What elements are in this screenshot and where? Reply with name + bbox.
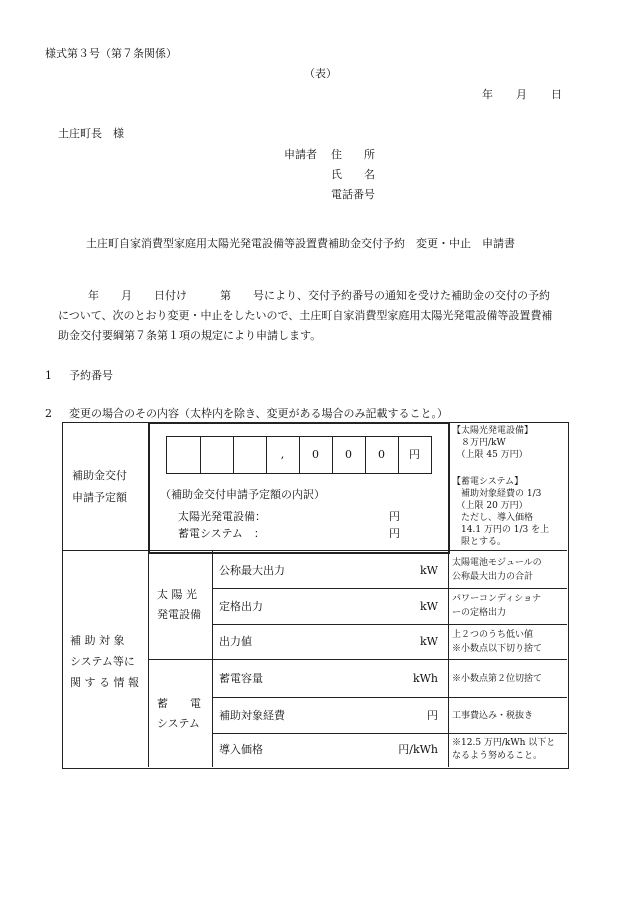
- system-label-3: 関 す る 情 報: [70, 676, 139, 689]
- amount-label-line2: 申請予定額: [72, 491, 127, 504]
- breakdown-title: （補助金交付申請予定額の内訳）: [160, 488, 325, 501]
- row-item-output-value: 出力値: [219, 635, 252, 648]
- row-note: パワーコンディショナ: [452, 594, 542, 604]
- digit-cell[interactable]: [167, 437, 200, 473]
- note-line: （上限 20 万円）: [452, 501, 528, 511]
- row-line-battery-2: [212, 733, 567, 734]
- system-label-1: 補 助 対 象: [70, 634, 125, 647]
- section-1-number: 1: [45, 369, 52, 382]
- date-day: 日: [551, 88, 562, 101]
- digit-cell: 0: [378, 448, 385, 461]
- note-line: 【太陽光発電設備】: [452, 426, 534, 436]
- row-item-storage-capacity: 蓄電容量: [219, 672, 263, 685]
- row-line-solar-2: [212, 624, 567, 625]
- digit-cell[interactable]: [233, 437, 266, 473]
- row-line-divider: [148, 659, 567, 660]
- row-note: ※小数点以下切り捨て: [452, 644, 543, 654]
- note-line: 14.1 万円の 1/3 を上: [452, 525, 550, 535]
- row-unit[interactable]: kWh: [412, 672, 438, 685]
- body-line-1: 年 月 日付け 第 号により、交付予約番号の通知を受けた補助金の交付の予約: [88, 289, 550, 302]
- row-note: ーの定格出力: [452, 608, 507, 618]
- row-note: ※小数点第２位切捨て: [452, 674, 543, 684]
- battery-group-label-1: 蓄 電: [157, 697, 201, 710]
- applicant-name-label: 氏 名: [331, 168, 375, 181]
- row-item-eligible-cost: 補助対象経費: [219, 709, 285, 722]
- digit-cell-unit: 円: [409, 448, 420, 461]
- digit-cell-comma: ,: [280, 448, 285, 461]
- digit-cell: 0: [345, 448, 352, 461]
- note-line: 限とする。: [452, 537, 507, 547]
- row-note: 工事費込み・税抜き: [452, 711, 534, 721]
- col-line-1: [148, 422, 149, 767]
- date-month: 月: [516, 88, 527, 101]
- row-unit[interactable]: kW: [420, 600, 438, 613]
- digit-cell[interactable]: [200, 437, 233, 473]
- breakdown-solar-unit: 円: [389, 510, 400, 523]
- row-line-solar-1: [212, 588, 567, 589]
- note-line: 【蓄電システム】: [452, 477, 524, 487]
- breakdown-solar-label: 太陽光発電設備：: [178, 510, 266, 523]
- document-title: 土庄町自家消費型家庭用太陽光発電設備等設置費補助金交付予約 変更・中止 申請書: [86, 237, 515, 250]
- section-2-label: 変更の場合のその内容（太枠内を除き、変更がある場合のみ記載すること。）: [69, 407, 449, 420]
- section-2-number: 2: [45, 407, 52, 420]
- row-note: ※12.5 万円/kWh 以下と: [452, 738, 556, 748]
- row-note: 太陽電池モジュールの: [452, 558, 542, 568]
- col-line-3: [448, 422, 449, 767]
- note-line: （上限 45 万円）: [452, 450, 528, 460]
- body-line-2: について、次のとおり変更・中止をしたいので、土庄町自家消費型家庭用太陽光発電設備等設置費補: [58, 309, 553, 322]
- battery-group-label-2: システム: [157, 717, 200, 730]
- applicant-phone-label: 電話番号: [331, 188, 375, 201]
- amount-label-line1: 補助金交付: [72, 469, 127, 482]
- row-line-battery-1: [212, 697, 567, 698]
- row-item-introduction-price: 導入価格: [219, 743, 263, 756]
- row-note: なるよう努めること。: [452, 751, 543, 761]
- system-label-2: システム等に: [70, 655, 135, 668]
- solar-group-label-1: 太 陽 光: [157, 588, 197, 601]
- row-item-nominal-max-output: 公称最大出力: [219, 564, 285, 577]
- breakdown-battery-label: 蓄電システム ：: [178, 527, 265, 540]
- body-line-3: 助金交付要綱第７条第１項の規定により申請します。: [58, 329, 322, 342]
- note-line: 補助対象経費の 1/3: [452, 489, 542, 499]
- form-number: 様式第３号（第７条関係）: [45, 47, 177, 60]
- amount-digit-boxes[interactable]: [166, 436, 432, 474]
- addressee: 土庄町長 様: [58, 127, 124, 140]
- note-line: ８万円/kW: [452, 438, 506, 448]
- side-label: （表）: [304, 67, 337, 80]
- applicant-label: 申請者: [284, 148, 317, 161]
- row-item-rated-output: 定格出力: [219, 600, 263, 613]
- date-year: 年: [482, 88, 493, 101]
- digit-cell: 0: [312, 448, 319, 461]
- applicant-address-label: 住 所: [331, 148, 375, 161]
- breakdown-battery-unit: 円: [389, 527, 400, 540]
- row-unit[interactable]: 円: [427, 709, 438, 722]
- row-unit[interactable]: kW: [420, 635, 438, 648]
- row-unit[interactable]: 円/kWh: [398, 743, 438, 756]
- section-1-label: 予約番号: [69, 369, 113, 382]
- row-note: 上２つのうち低い値: [452, 630, 534, 640]
- note-line: ただし、導入価格: [452, 513, 534, 523]
- solar-group-label-2: 発電設備: [157, 608, 201, 621]
- row-note: 公称最大出力の合計: [452, 572, 534, 582]
- row-unit[interactable]: kW: [420, 564, 438, 577]
- row-line-amount: [62, 550, 567, 551]
